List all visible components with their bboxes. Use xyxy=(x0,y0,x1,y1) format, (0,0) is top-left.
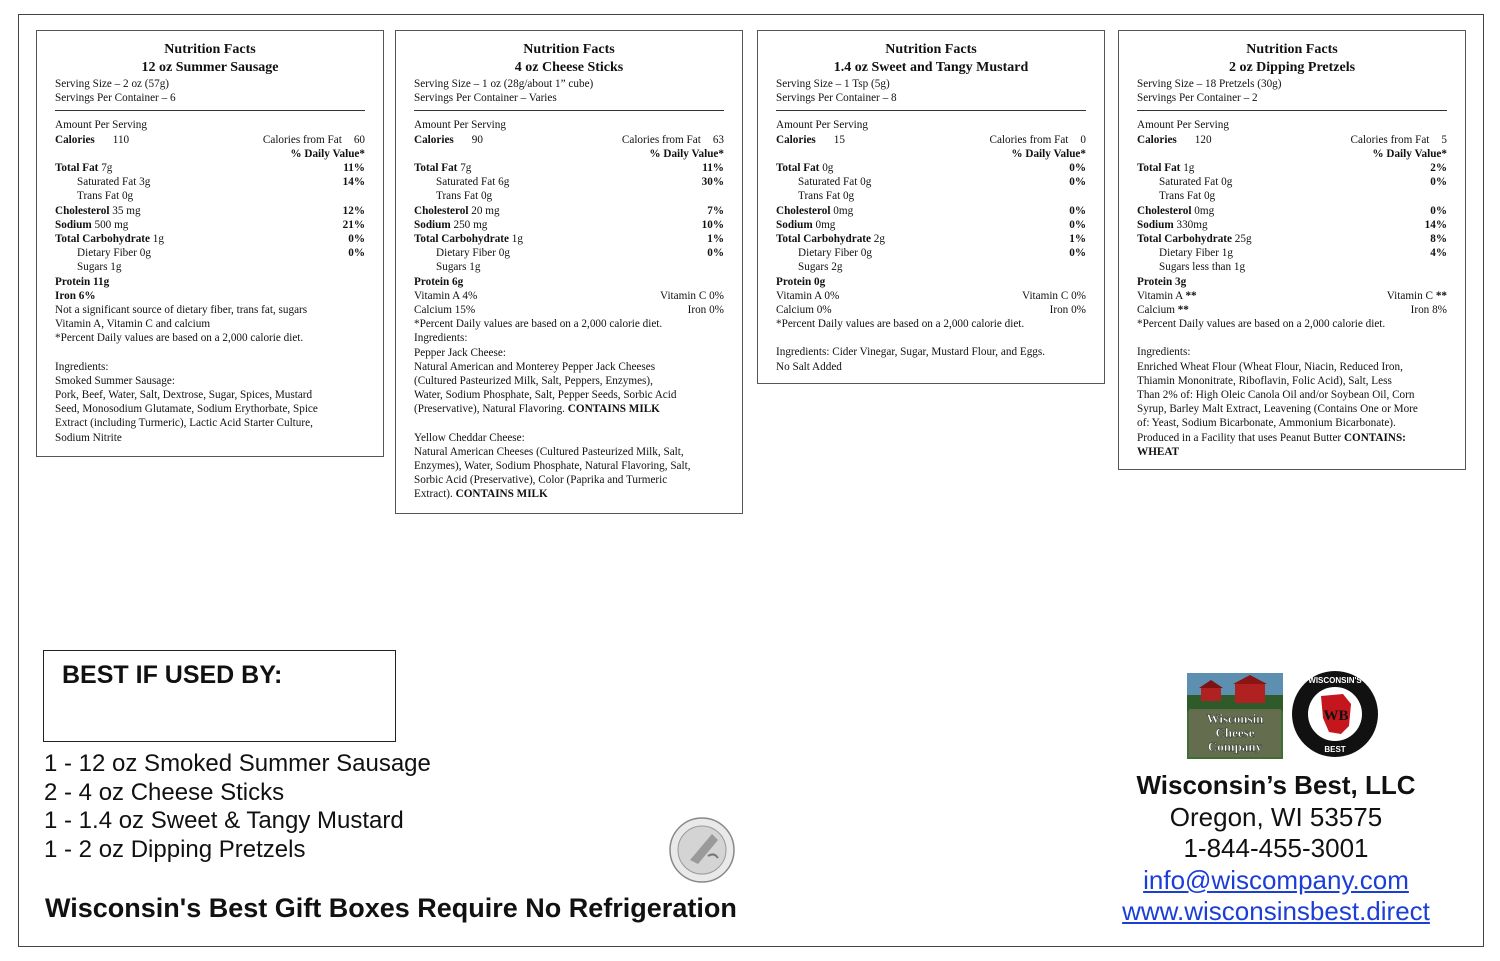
panel-subtitle: 2 oz Dipping Pretzels xyxy=(1228,60,1356,75)
calories-row: Calories 120 Calories from Fat 5 xyxy=(1137,133,1447,146)
amount-per-serving: Amount Per Serving xyxy=(776,119,868,132)
servings-per-container: Servings Per Container – 8 xyxy=(776,92,897,105)
iron-row: Iron 6% xyxy=(55,289,96,302)
ingredients-subheading: Yellow Cheddar Cheese: xyxy=(414,431,525,444)
ingredients-line: Sorbic Acid (Preservative), Color (Paprika and Turmeric xyxy=(414,474,668,487)
percent-daily-note: *Percent Daily values are based on a 2,000 calorie diet. xyxy=(414,318,663,331)
sodium-row: Sodium 330mg 14% xyxy=(1137,218,1447,231)
panel-subtitle: 4 oz Cheese Sticks xyxy=(514,60,624,75)
calories-row: Calories 90 Calories from Fat 63 xyxy=(414,133,724,146)
divider xyxy=(776,110,1086,111)
ingredients-line: Sodium Nitrite xyxy=(55,431,122,444)
sugars-row: Sugars 2g xyxy=(798,261,843,274)
calories-row: Calories 110 Calories from Fat 60 xyxy=(55,133,365,146)
ingredients-line: Extract). CONTAINS MILK xyxy=(414,488,548,501)
cholesterol-row: Cholesterol 0mg 0% xyxy=(1137,204,1447,217)
total-fat-row: Total Fat 7g 11% xyxy=(55,162,365,175)
company-phone: 1-844-455-3001 xyxy=(1183,833,1369,863)
ingredients-line: Natural American Cheeses (Cultured Pasteurized Milk, Salt, xyxy=(414,445,684,458)
company-info xyxy=(1100,770,1452,928)
sodium-row: Sodium 0mg 0% xyxy=(776,218,1086,231)
ingredients-line: Syrup, Barley Malt Extract, Leavening (Contains One or More xyxy=(1137,403,1418,416)
carbohydrate-row: Total Carbohydrate 1g 0% xyxy=(55,233,365,246)
carbohydrate-row: Total Carbohydrate 25g 8% xyxy=(1137,233,1447,246)
ingredients-label: Ingredients: xyxy=(1137,346,1191,359)
nutrition-panel-summer-sausage xyxy=(36,30,384,457)
cholesterol-row: Cholesterol 20 mg 7% xyxy=(414,204,724,217)
vitamins-row: Vitamin A 4% Vitamin C 0% xyxy=(414,289,724,302)
best-if-used-by-box xyxy=(43,650,396,742)
note-line: Vitamin A, Vitamin C and calcium xyxy=(55,318,211,331)
ingredients-label: Ingredients: xyxy=(414,332,468,345)
vitamins-row: Vitamin A 0% Vitamin C 0% xyxy=(776,289,1086,302)
ingredients-line: (Cultured Pasteurized Milk, Salt, Peppers, Enzymes), xyxy=(414,375,653,388)
daily-value-header: % Daily Value* xyxy=(290,147,365,160)
ingredients-line: Natural American and Monterey Pepper Jack Cheeses xyxy=(414,360,656,373)
protein-row: Protein 6g xyxy=(414,275,464,288)
amount-per-serving: Amount Per Serving xyxy=(414,119,506,132)
divider xyxy=(1137,110,1447,111)
servings-per-container: Servings Per Container – 6 xyxy=(55,92,176,105)
ingredients-line: Seed, Monosodium Glutamate, Sodium Erythorbate, Spice xyxy=(55,403,318,416)
nutrition-panel-cheese-sticks xyxy=(395,30,743,514)
percent-daily-note: *Percent Daily values are based on a 2,000 calorie diet. xyxy=(55,332,304,345)
saturated-fat-row: Saturated Fat 3g 14% xyxy=(77,176,365,189)
fiber-row: Dietary Fiber 0g 0% xyxy=(798,247,1086,260)
ingredients-line: Pork, Beef, Water, Salt, Dextrose, Sugar, Spices, Mustard xyxy=(55,389,313,402)
percent-daily-note: *Percent Daily values are based on a 2,000 calorie diet. xyxy=(1137,318,1386,331)
nutrition-panel-pretzels xyxy=(1118,30,1466,470)
carbohydrate-row: Total Carbohydrate 1g 1% xyxy=(414,233,724,246)
ingredients-subheading: Smoked Summer Sausage: xyxy=(55,374,175,387)
panel-subtitle: 1.4 oz Sweet and Tangy Mustard xyxy=(833,60,1029,75)
ingredients-label: Ingredients: xyxy=(55,360,109,373)
sugars-row: Sugars 1g xyxy=(77,261,122,274)
panel-title: Nutrition Facts xyxy=(1246,42,1338,57)
protein-row: Protein 0g xyxy=(776,275,826,288)
panel-title: Nutrition Facts xyxy=(164,42,256,57)
ingredients-line: No Salt Added xyxy=(776,360,842,373)
sodium-row: Sodium 500 mg 21% xyxy=(55,218,365,231)
wisconsin-cheese-company-logo xyxy=(1187,673,1283,759)
allergen-line: Produced in a Facility that uses Peanut Butter CONTAINS: xyxy=(1137,431,1406,444)
ingredients-line: Thiamin Mononitrate, Riboflavin, Folic Acid), Salt, Less xyxy=(1137,374,1392,387)
amount-per-serving: Amount Per Serving xyxy=(1137,119,1229,132)
nutrition-panel-mustard xyxy=(757,30,1105,384)
serving-size: Serving Size – 18 Pretzels (30g) xyxy=(1137,78,1282,90)
logo-ring-top: WISCONSIN'S xyxy=(1308,676,1362,685)
ingredients-line: Ingredients: Cider Vinegar, Sugar, Mustard Flour, and Eggs. xyxy=(776,346,1046,359)
ingredients-line: Enzymes), Water, Sodium Phosphate, Natural Flavoring, Salt, xyxy=(414,460,691,473)
minerals-row: Calcium 15% Iron 0% xyxy=(414,304,724,317)
divider xyxy=(414,110,724,111)
ingredients-subheading: Pepper Jack Cheese: xyxy=(414,346,506,359)
logo-line: Cheese xyxy=(1215,725,1255,740)
calories-row: Calories 15 Calories from Fat 0 xyxy=(776,133,1086,146)
list-item: 1 - 12 oz Smoked Summer Sausage xyxy=(44,750,431,777)
daily-value-header: % Daily Value* xyxy=(1372,147,1447,160)
list-item: 2 - 4 oz Cheese Sticks xyxy=(44,778,285,806)
carbohydrate-row: Total Carbohydrate 2g 1% xyxy=(776,233,1086,246)
wisconsins-best-seal-logo xyxy=(1291,670,1379,758)
servings-per-container: Servings Per Container – 2 xyxy=(1137,92,1258,105)
trans-fat-row: Trans Fat 0g xyxy=(1159,190,1216,203)
total-fat-row: Total Fat 1g 2% xyxy=(1137,162,1447,175)
company-website-link[interactable]: www.wisconsinsbest.direct xyxy=(1122,896,1430,926)
trans-fat-row: Trans Fat 0g xyxy=(436,190,493,203)
saturated-fat-row: Saturated Fat 0g 0% xyxy=(1159,176,1447,189)
servings-per-container: Servings Per Container – Varies xyxy=(414,92,557,105)
cholesterol-row: Cholesterol 0mg 0% xyxy=(776,204,1086,217)
note-line: Not a significant source of dietary fiber, trans fat, sugars xyxy=(55,304,308,317)
saturated-fat-row: Saturated Fat 0g 0% xyxy=(798,176,1086,189)
best-if-used-by-label: BEST IF USED BY: xyxy=(62,661,283,689)
saturated-fat-row: Saturated Fat 6g 30% xyxy=(436,176,724,189)
sugars-row: Sugars less than 1g xyxy=(1159,261,1246,274)
company-email-link[interactable]: info@wiscompany.com xyxy=(1143,864,1409,895)
serving-size: Serving Size – 1 oz (28g/about 1” cube) xyxy=(414,78,594,90)
logo-line: Wisconsin xyxy=(1206,711,1264,726)
panel-title: Nutrition Facts xyxy=(885,42,977,57)
ingredients-line: Enriched Wheat Flour (Wheat Flour, Niacin, Reduced Iron, xyxy=(1137,360,1403,373)
list-item: 1 - 2 oz Dipping Pretzels xyxy=(44,835,306,863)
serving-size: Serving Size – 1 Tsp (5g) xyxy=(776,78,890,90)
daily-value-header: % Daily Value* xyxy=(1011,147,1086,160)
box-contents-list xyxy=(44,750,431,864)
percent-daily-note: *Percent Daily values are based on a 2,000 calorie diet. xyxy=(776,318,1025,331)
company-address: Oregon, WI 53575 xyxy=(1169,801,1383,832)
fiber-row: Dietary Fiber 1g 4% xyxy=(1159,247,1447,260)
logo-letters: WB xyxy=(1323,708,1349,724)
total-fat-row: Total Fat 0g 0% xyxy=(776,162,1086,175)
protein-row: Protein 3g xyxy=(1137,275,1187,288)
wisconsin-cheese-seal-icon xyxy=(668,816,736,884)
ingredients-line: of: Yeast, Sodium Bicarbonate, Ammonium Bicarbonate). xyxy=(1137,417,1396,430)
divider xyxy=(55,110,365,111)
serving-size: Serving Size – 2 oz (57g) xyxy=(55,78,170,90)
trans-fat-row: Trans Fat 0g xyxy=(77,190,134,203)
ingredients-line: Extract (including Turmeric), Lactic Acid Starter Culture, xyxy=(55,417,313,430)
minerals-row: Calcium 0% Iron 0% xyxy=(776,304,1086,317)
ingredients-line: (Preservative), Natural Flavoring. CONTAINS MILK xyxy=(414,403,660,416)
list-item: 1 - 1.4 oz Sweet & Tangy Mustard xyxy=(44,807,404,834)
minerals-row: Calcium ** Iron 8% xyxy=(1137,304,1447,317)
fiber-row: Dietary Fiber 0g 0% xyxy=(77,247,365,260)
logo-ring-bottom: BEST xyxy=(1324,745,1346,754)
protein-row: Protein 11g xyxy=(55,275,110,288)
cholesterol-row: Cholesterol 35 mg 12% xyxy=(55,204,365,217)
allergen-wheat: WHEAT xyxy=(1137,445,1180,458)
ingredients-line: Than 2% of: High Oleic Canola Oil and/or Soybean Oil, Corn xyxy=(1137,389,1415,402)
total-fat-row: Total Fat 7g 11% xyxy=(414,162,724,175)
logo-line: Company xyxy=(1207,739,1263,754)
panel-title: Nutrition Facts xyxy=(523,42,615,57)
panel-subtitle: 12 oz Summer Sausage xyxy=(141,60,279,75)
sodium-row: Sodium 250 mg 10% xyxy=(414,218,724,231)
sugars-row: Sugars 1g xyxy=(436,261,481,274)
company-name: Wisconsin’s Best, LLC xyxy=(1136,770,1416,800)
amount-per-serving: Amount Per Serving xyxy=(55,119,147,132)
trans-fat-row: Trans Fat 0g xyxy=(798,190,855,203)
fiber-row: Dietary Fiber 0g 0% xyxy=(436,247,724,260)
vitamins-row: Vitamin A ** Vitamin C ** xyxy=(1137,289,1447,302)
daily-value-header: % Daily Value* xyxy=(649,147,724,160)
ingredients-line: Water, Sodium Phosphate, Salt, Pepper Seeds, Sorbic Acid xyxy=(414,389,677,402)
no-refrigeration-note: Wisconsin's Best Gift Boxes Require No Refrigeration xyxy=(45,893,737,923)
